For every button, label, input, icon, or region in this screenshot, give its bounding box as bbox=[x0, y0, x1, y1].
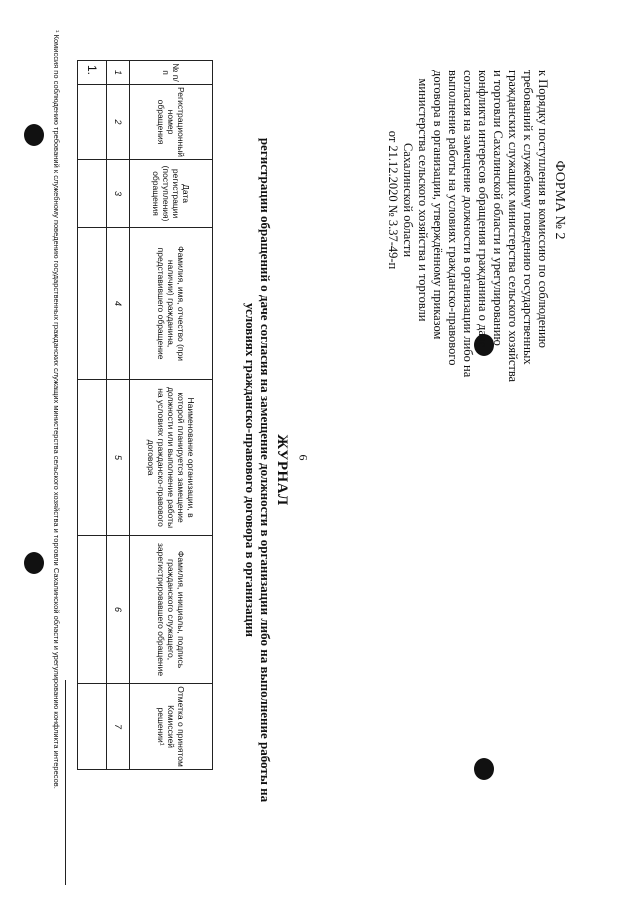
table-row bbox=[78, 61, 107, 770]
page-number: 6 bbox=[296, 454, 311, 461]
footnote: ¹ Комиссия по соблюдению требований к служебному поведению государственных гражданских служащих министерства сельского хозяйства и торговли Сахалинской области и урегулированию конфликта интересов. bbox=[52, 30, 61, 789]
table-header-row bbox=[130, 61, 213, 770]
column-header: Наименование организации, в которой планируется замещение должности или выполнение работы на условиях гражданско-правового договора bbox=[130, 380, 213, 536]
column-index: 2 bbox=[107, 85, 130, 160]
table-cell bbox=[78, 536, 107, 684]
form-line: конфликта интересов обращения гражданина о даче bbox=[476, 70, 490, 348]
column-header: Регистрационный номер обращения bbox=[130, 85, 213, 160]
form-line: гражданских служащих министерства сельского хозяйства bbox=[506, 70, 520, 383]
column-index: 5 bbox=[107, 380, 130, 536]
column-header: Дата регистрации (поступления) обращения bbox=[130, 160, 213, 228]
journal-title: ЖУРНАЛ bbox=[274, 434, 290, 506]
form-line: Сахалинской области bbox=[401, 142, 415, 258]
form-line: согласия на замещение должности в организации либо на bbox=[461, 70, 475, 378]
form-line: министерства сельского хозяйства и торговли bbox=[416, 78, 430, 322]
form-line: от 21.12.2020 № 3.37-49-п bbox=[386, 130, 400, 270]
table-cell bbox=[78, 228, 107, 380]
column-header: Фамилия, инициалы, подпись гражданского служащего, зарегистрировавшего обращение bbox=[130, 536, 213, 684]
form-line: договора в организации, утверждённому приказом bbox=[431, 70, 445, 340]
journal-subtitle bbox=[243, 30, 273, 910]
column-index: 6 bbox=[107, 536, 130, 684]
form-header bbox=[385, 70, 567, 383]
column-index: 1 bbox=[107, 61, 130, 85]
table-cell bbox=[78, 160, 107, 228]
footnote-divider bbox=[65, 680, 66, 885]
column-index: 7 bbox=[107, 684, 130, 770]
journal-subtitle-line: регистрации обращений о даче согласия на замещение должности в организации либо на выполнение работы на bbox=[258, 137, 273, 803]
form-line: требований к служебному поведению государственных bbox=[521, 70, 535, 365]
table-cell bbox=[78, 380, 107, 536]
form-line: к Порядку поступления в комиссию по соблюдению bbox=[536, 70, 550, 348]
table-cell: 1. bbox=[78, 61, 107, 85]
column-index: 3 bbox=[107, 160, 130, 228]
form-line: и торговли Сахалинской области и урегулированию bbox=[491, 70, 505, 346]
column-index-row bbox=[107, 61, 130, 770]
form-title: ФОРМА № 2 bbox=[552, 160, 567, 240]
column-header: № п/п bbox=[130, 61, 213, 85]
table-cell bbox=[78, 684, 107, 770]
column-header: Отметка о принятом Комиссией решении¹ bbox=[130, 684, 213, 770]
form-line: выполнение работы на условиях гражданско-правового bbox=[446, 70, 460, 366]
journal-table bbox=[77, 60, 213, 770]
column-header: Фамилия, имя, отчество (при наличии) гражданина, представившего обращение bbox=[130, 228, 213, 380]
journal-subtitle-line: условиях гражданско-правового договора в организации bbox=[243, 302, 258, 638]
table-cell bbox=[78, 85, 107, 160]
column-index: 4 bbox=[107, 228, 130, 380]
